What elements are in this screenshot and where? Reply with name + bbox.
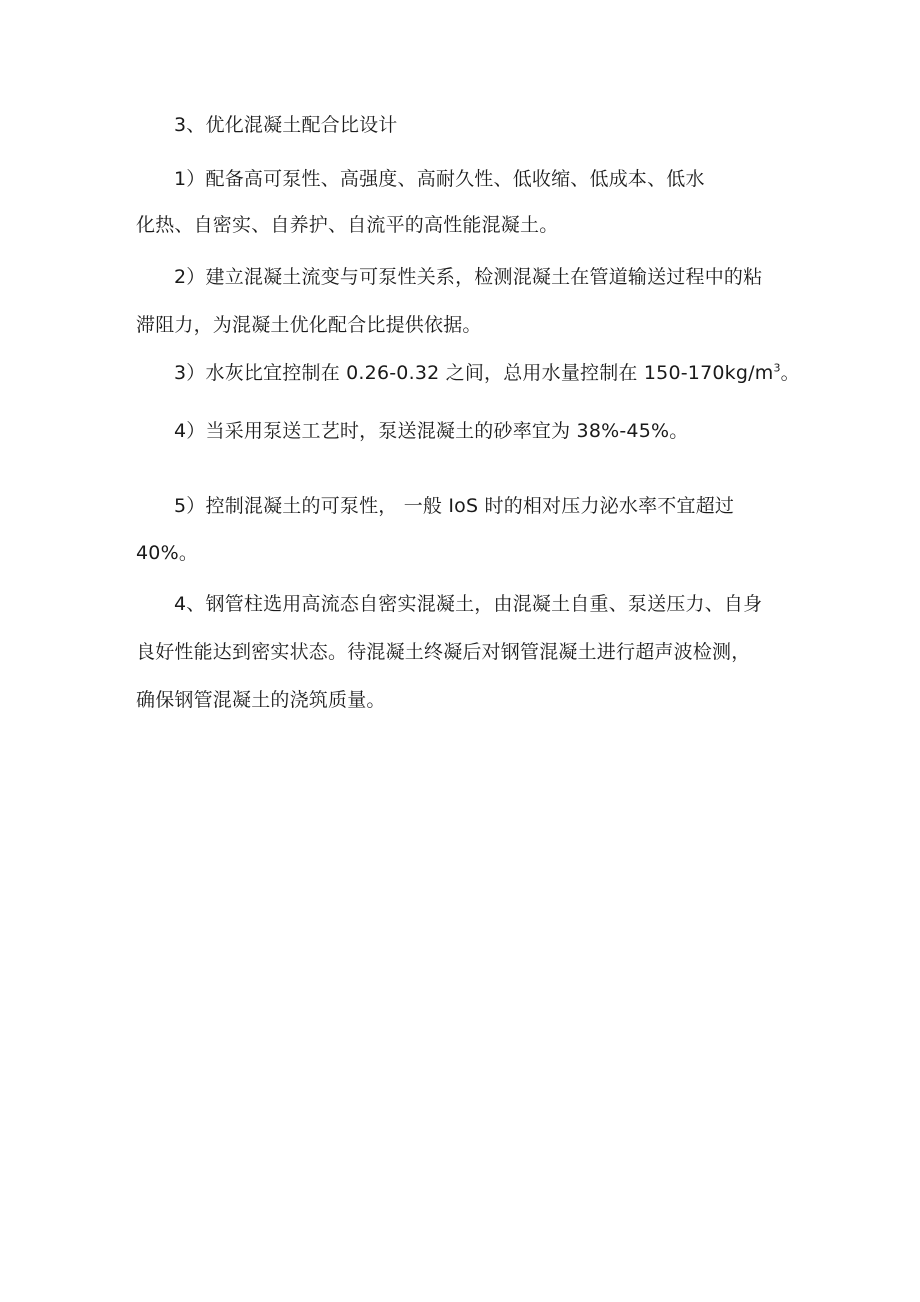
item-1-line-1: 1）配备高可泵性、高强度、高耐久性、低收缩、低成本、低水	[174, 168, 705, 190]
item-5-line-1: 5）控制混凝土的可泵性， 一般 IoS 时的相对压力泌水率不宜超过	[174, 495, 735, 517]
item-4-line: 4）当采用泵送工艺时，泵送混凝土的砂率宜为 38%-45%。	[174, 420, 689, 442]
item-3-period: 。	[780, 362, 800, 384]
item-2-line-2: 滞阻力，为混凝土优化配合比提供依据。	[136, 314, 482, 336]
item-5-line-2: 40%。	[136, 542, 199, 564]
section-4-line-2: 良好性能达到密实状态。待混凝土终凝后对钢管混凝土进行超声波检测，	[136, 641, 751, 663]
item-2-line-1: 2）建立混凝土流变与可泵性关系，检测混凝土在管道输送过程中的粘	[174, 266, 763, 288]
item-3-text: 3）水灰比宜控制在 0.26-0.32 之间，总用水量控制在 150-170kg/m	[174, 362, 774, 384]
section-4-line-1: 4、钢管柱选用高流态自密实混凝土，由混凝土自重、泵送压力、自身	[174, 593, 763, 615]
section-3-heading: 3、优化混凝土配合比设计	[174, 114, 398, 136]
cubic-superscript: 3	[773, 361, 781, 375]
item-3-line	[174, 361, 800, 385]
item-1-line-2: 化热、自密实、自养护、自流平的高性能混凝土。	[136, 214, 559, 236]
section-4-line-3: 确保钢管混凝土的浇筑质量。	[136, 689, 386, 711]
